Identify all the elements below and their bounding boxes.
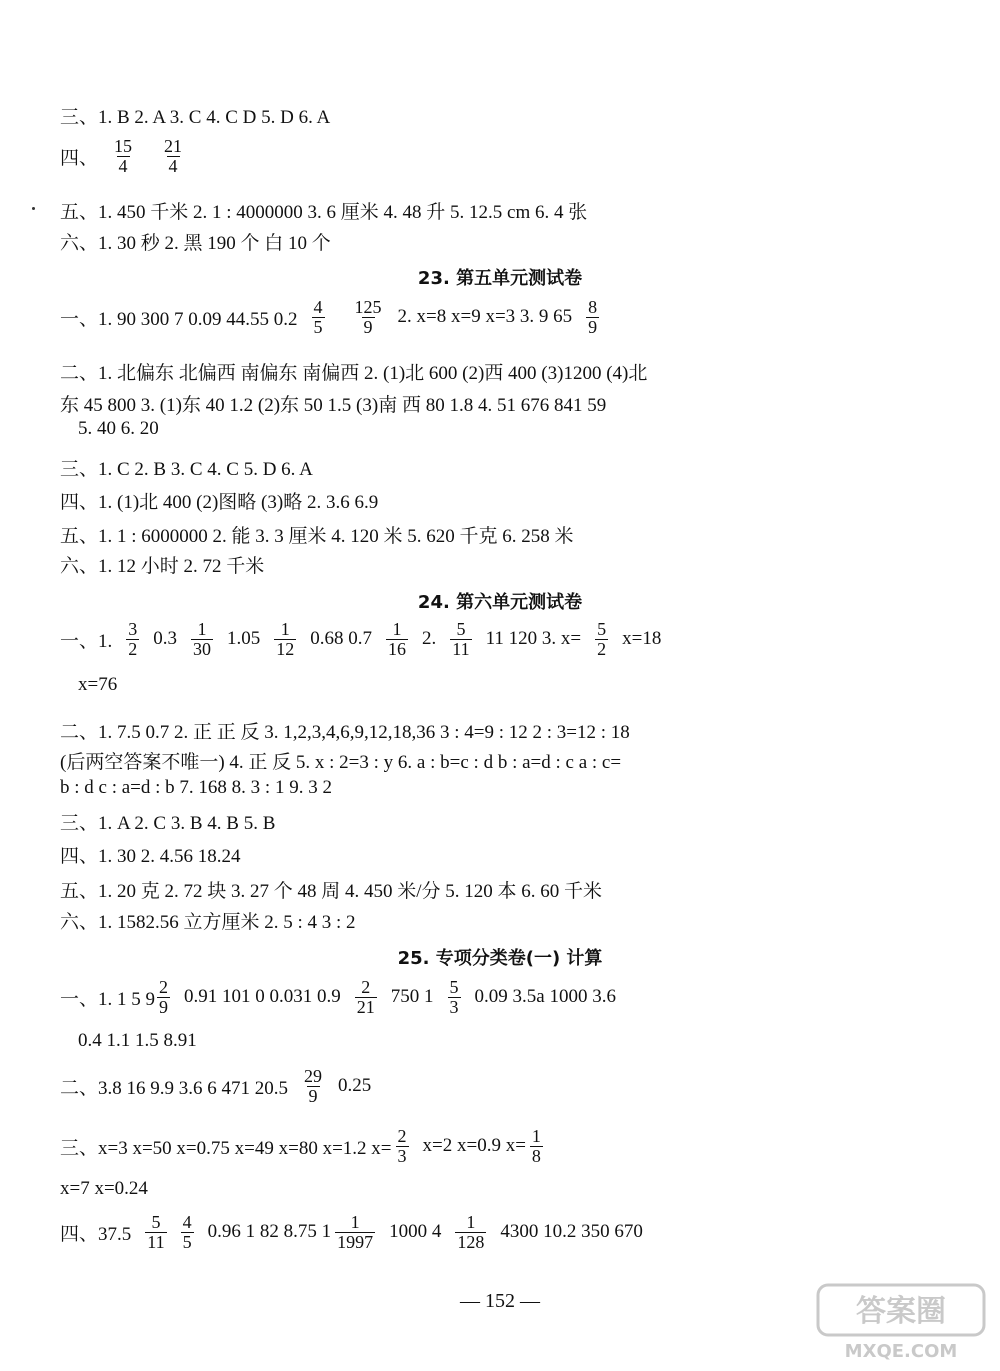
fraction xyxy=(112,137,134,176)
answer-line: 六、1. 30 秒 2. 黑 190 个 白 10 个 xyxy=(60,233,331,254)
denominator: 128 xyxy=(457,1231,485,1252)
answer-line: 三、1. B 2. A 3. C 4. C D 5. D 6. A xyxy=(60,107,331,128)
numerator: 2 xyxy=(159,977,169,997)
watermark-logo xyxy=(816,1283,986,1363)
answer-line xyxy=(60,620,661,659)
denominator: 2 xyxy=(128,638,138,659)
answer-line: x=76 xyxy=(78,674,118,695)
watermark-url: MXQE.COM xyxy=(844,1341,958,1362)
line-segment: 11 120 3. x= xyxy=(485,628,582,650)
line-segment: 0.3 xyxy=(153,628,178,650)
denominator: 12 xyxy=(276,638,295,659)
answer-line: 0.4 1.1 1.5 8.91 xyxy=(78,1030,197,1051)
answer-line: 三、1. C 2. B 3. C 4. C 5. D 6. A xyxy=(60,459,313,480)
numerator: 4 xyxy=(182,1212,192,1232)
denominator: 4 xyxy=(118,155,128,176)
numerator: 8 xyxy=(588,297,598,317)
answer-line xyxy=(60,1067,371,1106)
line-segment: 一、1. 1 5 9 xyxy=(60,988,156,1010)
line-prefix: 四、 xyxy=(60,147,99,169)
line-segment: 四、37.5 xyxy=(60,1223,132,1245)
denominator: 11 xyxy=(452,638,470,659)
fraction xyxy=(302,1067,324,1106)
line-prefix: 一、1. xyxy=(60,630,113,652)
numerator: 5 xyxy=(456,619,466,639)
answer-line: 东 45 800 3. (1)东 40 1.2 (2)东 50 1.5 (3)南 西 80 1.8 4. 51 676 841 59 xyxy=(60,395,607,416)
fraction xyxy=(191,620,213,659)
answer-line: 5. 40 6. 20 xyxy=(78,418,159,439)
fraction xyxy=(162,137,184,176)
fraction xyxy=(181,1213,194,1252)
denominator: 9 xyxy=(363,316,373,337)
line-segment: 二、3.8 16 9.9 3.6 6 471 20.5 xyxy=(60,1077,289,1099)
answer-line: b : d c : a=d : b 7. 168 8. 3 : 1 9. 3 2 xyxy=(60,777,332,798)
stray-dot xyxy=(32,207,35,210)
answer-line: 六、1. 12 小时 2. 72 千米 xyxy=(60,556,265,577)
fraction xyxy=(274,620,296,659)
denominator: 3 xyxy=(449,996,459,1017)
answer-line xyxy=(60,978,616,1017)
line-segment: x=18 xyxy=(622,628,662,650)
numerator: 21 xyxy=(164,136,183,156)
denominator: 5 xyxy=(313,316,323,337)
line-segment: 2. x=8 x=9 x=3 3. 9 65 xyxy=(397,306,573,328)
line-segment: 0.09 3.5a 1000 3.6 xyxy=(474,986,616,1008)
numerator: 1 xyxy=(392,619,402,639)
answer-line: 五、1. 20 克 2. 72 块 3. 27 个 48 周 4. 450 米/分 5. 120 本 6. 60 千米 xyxy=(60,881,603,902)
fraction xyxy=(448,978,461,1017)
fraction xyxy=(353,298,384,337)
denominator: 4 xyxy=(168,155,178,176)
fraction xyxy=(386,620,408,659)
numerator: 15 xyxy=(114,136,133,156)
numerator: 5 xyxy=(449,977,459,997)
numerator: 2 xyxy=(361,977,371,997)
page-number: — 152 — xyxy=(460,1290,540,1312)
fraction xyxy=(595,620,608,659)
numerator: 1 xyxy=(466,1212,476,1232)
fraction xyxy=(586,298,599,337)
line-segment: 750 1 xyxy=(390,986,434,1008)
answer-line: 四、1. (1)北 400 (2)图略 (3)略 2. 3.6 6.9 xyxy=(60,492,379,513)
answer-line xyxy=(60,137,198,176)
denominator: 9 xyxy=(308,1085,318,1106)
numerator: 3 xyxy=(128,619,138,639)
line-segment: 0.68 0.7 xyxy=(310,628,373,650)
numerator: 5 xyxy=(151,1212,161,1232)
denominator: 5 xyxy=(182,1231,192,1252)
section-title: 24. 第六单元测试卷 xyxy=(417,592,583,613)
denominator: 2 xyxy=(597,638,607,659)
section-title: 25. 专项分类卷(一) 计算 xyxy=(397,948,603,969)
answer-line xyxy=(60,1127,557,1166)
answer-line: 二、1. 北偏东 北偏西 南偏东 南偏西 2. (1)北 600 (2)西 400 (3)1200 (4)北 xyxy=(60,363,648,384)
line-segment: 三、x=3 x=50 x=0.75 x=49 x=80 x=1.2 x= xyxy=(60,1137,392,1159)
numerator: 4 xyxy=(313,297,323,317)
denominator: 9 xyxy=(588,316,598,337)
numerator: 1 xyxy=(197,619,207,639)
watermark-text: 答案圈 xyxy=(856,1294,946,1329)
fraction xyxy=(126,620,139,659)
fraction xyxy=(355,978,377,1017)
answer-line: 二、1. 7.5 0.7 2. 正 正 反 3. 1,2,3,4,6,9,12,18,36 3 : 4=9 : 12 2 : 3=12 : 18 xyxy=(60,722,630,743)
fraction xyxy=(145,1213,166,1252)
numerator: 5 xyxy=(597,619,607,639)
answer-line: 三、1. A 2. C 3. B 4. B 5. B xyxy=(60,813,276,834)
numerator: 1 xyxy=(531,1126,541,1146)
fraction xyxy=(450,620,471,659)
line-segment: 0.25 xyxy=(338,1075,372,1097)
line-segment: 0.96 1 82 8.75 1 xyxy=(207,1221,332,1243)
denominator: 21 xyxy=(356,996,375,1017)
numerator: 1 xyxy=(350,1212,360,1232)
line-segment: 1.05 xyxy=(227,628,261,650)
denominator: 1997 xyxy=(337,1231,374,1252)
answer-line: (后两空答案不唯一) 4. 正 反 5. x : 2=3 : y 6. a : b=c : d b : a=d : c a : c= xyxy=(60,752,622,773)
denominator: 30 xyxy=(193,638,212,659)
line-segment: 4300 10.2 350 670 xyxy=(500,1221,643,1243)
fraction xyxy=(455,1213,486,1252)
numerator: 29 xyxy=(304,1066,323,1086)
answer-line: 四、1. 30 2. 4.56 18.24 xyxy=(60,846,241,867)
denominator: 9 xyxy=(159,996,169,1017)
fraction xyxy=(312,298,325,337)
answer-line: 五、1. 1 : 6000000 2. 能 3. 3 厘米 4. 120 米 5. 620 千克 6. 258 米 xyxy=(60,526,574,547)
answer-line: 六、1. 1582.56 立方厘米 2. 5 : 4 3 : 2 xyxy=(60,912,356,933)
numerator: 125 xyxy=(354,297,382,317)
numerator: 1 xyxy=(280,619,290,639)
answer-line: x=7 x=0.24 xyxy=(60,1178,148,1199)
fraction xyxy=(396,1127,409,1166)
line-segment: 一、1. 90 300 7 0.09 44.55 0.2 xyxy=(60,308,298,330)
line-segment: 0.91 101 0 0.031 0.9 xyxy=(184,986,341,1008)
fraction xyxy=(530,1127,543,1166)
fraction xyxy=(335,1213,375,1252)
answer-line xyxy=(60,298,613,337)
numerator: 2 xyxy=(397,1126,407,1146)
fraction xyxy=(157,978,170,1017)
line-segment: x=2 x=0.9 x= xyxy=(422,1135,526,1157)
denominator: 8 xyxy=(531,1145,541,1166)
denominator: 3 xyxy=(397,1145,407,1166)
denominator: 11 xyxy=(147,1231,165,1252)
line-segment: 1000 4 xyxy=(389,1221,442,1243)
section-title: 23. 第五单元测试卷 xyxy=(417,268,583,289)
answer-line: 五、1. 450 千米 2. 1 : 4000000 3. 6 厘米 4. 48 升 5. 12.5 cm 6. 4 张 xyxy=(60,202,588,223)
line-segment: 2. xyxy=(422,628,437,650)
denominator: 16 xyxy=(388,638,407,659)
answer-line xyxy=(60,1213,643,1252)
